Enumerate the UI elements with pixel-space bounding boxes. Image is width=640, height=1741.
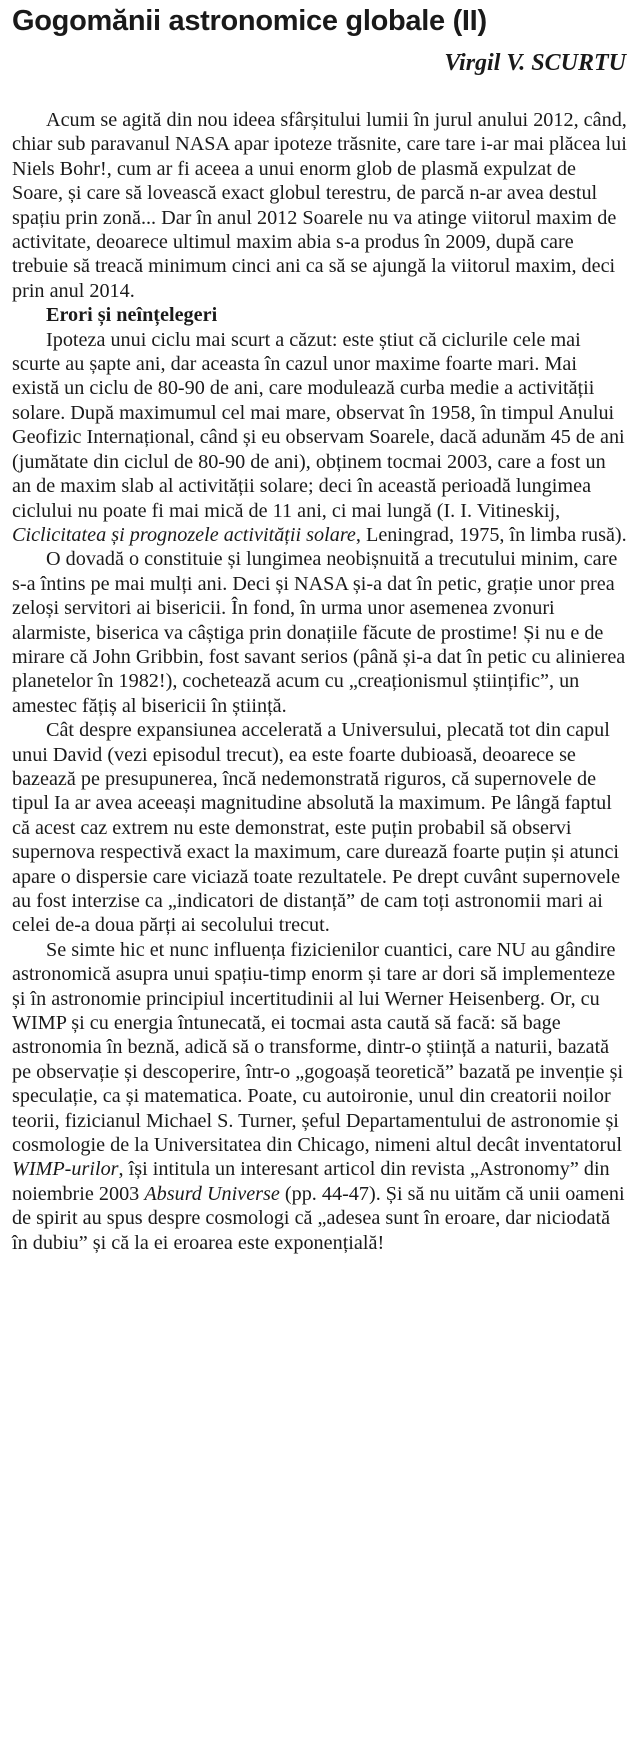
cited-article-title: Absurd Universe	[144, 1182, 280, 1205]
section-subheading: Erori și neînțelegeri	[46, 304, 218, 327]
paragraph-2-text-b: , Leningrad, 1975, în limba rusă).	[355, 523, 627, 546]
paragraph-2-text-a: Ipoteza unui ciclu mai scurt a căzut: este știut că ciclurile cele mai scurte au șapte ani, dar aceasta în cazul unor maxime foarte mari. Mai există un ciclu de 80-90 de ani, care modulează curba medie a activității solare. După maximumul cel mai mare, observat în 1958, în timpul Anului Geofizic Internațional, când și eu observam Soarele, dacă adunăm 45 de ani (jumătate din ciclul de 80-90 de ani), obținem tocmai 2003, care a fost un an de maxim slab al activității solare; deci în această perioadă lungimea ciclului nu poate fi mai mică de 11 ani, ci mai lungă (I. I. Vitineskij,	[12, 328, 625, 522]
wimp-term: WIMP-urilor	[12, 1158, 119, 1181]
paragraph-2	[12, 328, 628, 548]
paragraph-4: Cât despre expansiunea accelerată a Universului, plecată tot din capul unui David (vezi episodul trecut), ea este foarte dubioasă, deoarece se bazează pe presupunerea, încă nedemonstrată riguros, că supernovele de tipul Ia ar avea aceeași magnitudine absolută la maximum. Pe lângă faptul că acest caz extrem nu este demonstrat, este puțin probabil să observi supernova respectivă exact la maximum, care durează foarte puțin și atunci apare o dispersie care viciază toate rezultatele. Pe drept cuvânt supernovele au fost interzise ca „indicatori de distanță” de cam toți astronomii mari ai celei de-a doua părți ai secolului trecut.	[12, 719, 621, 937]
article-title: Gogomănii astronomice globale (II)	[12, 5, 487, 37]
paragraph-5-text-b: , își intitula un interesant articol din revista „Astronomy” din noiembrie 2003	[12, 1158, 610, 1205]
paragraph-5-text-c: (pp. 44-47). Și să nu uităm că unii oameni de spirit au spus despre cosmologi că „adesea sunt în eroare, dar niciodată în dubiu” și că la ei eroarea este exponențială!	[12, 1182, 625, 1254]
paragraph-3: O dovadă o constituie și lungimea neobișnuită a trecutului minim, care s-a întins pe mai mulți ani. Deci și NASA și-a dat în petic, grație unor prea zeloși servitori ai bisericii. În fond, în urma unor asemenea zvonuri alarmiste, biserica va câștiga prin donațiile făcute de prostime! Și nu e de mirare că John Gribbin, fost savant serios (până și-a dat în petic cu alinierea planetelor în 1982!), cochetează acum cu „creaționismul științific”, un amestec fățiș al bisericii în știință.	[12, 548, 626, 717]
paragraph-5-text-a: Se simte hic et nunc influența fizicienilor cuantici, care NU au gândire astronomică asupra unui spațiu-timp enorm și tare ar dori să implementeze și în astronomie principiul incertitudinii al lui Werner Heisenberg. Or, cu WIMP și cu energia întunecată, ei tocmai asta caută să facă: să bage astronomia în beznă, adică să o transforme, dintr-o știință a naturii, bazată pe observație și descoperire, într-o „gogoașă teoretică” bazată pe invenție și speculație, ca și matematica. Poate, cu autoironie, unul din creatorii noilor teorii, fizicianul Michael S. Turner, șeful Departamentului de astronomie și cosmologie de la Universitatea din Chicago, nimeni altul decât inventatorul	[12, 938, 624, 1157]
article-author: Virgil V. SCURTU	[444, 50, 626, 76]
paragraph-1: Acum se agită din nou ideea sfârșitului lumii în jurul anului 2012, când, chiar sub paravanul NASA apar ipoteze trăsnite, care tare i-ar mai plăcea lui Niels Bohr!, cum ar fi aceea a unui enorm glob de plasmă expulzat de Soare, și care să lovească exact globul terestru, de parcă n-ar avea destul spațiu prin zonă... Dar în anul 2012 Soarele nu va atinge viitorul maxim de activitate, deoarece ultimul maxim abia s-a produs în 2009, după care trebuie să treacă minimum cinci ani ca să se ajungă la viitorul maxim, deci prin anul 2014.	[12, 109, 627, 302]
paragraph-5	[12, 938, 628, 1255]
article-body	[12, 108, 632, 1255]
cited-book-title: Ciclicitatea și prognozele activității solare	[12, 523, 356, 546]
